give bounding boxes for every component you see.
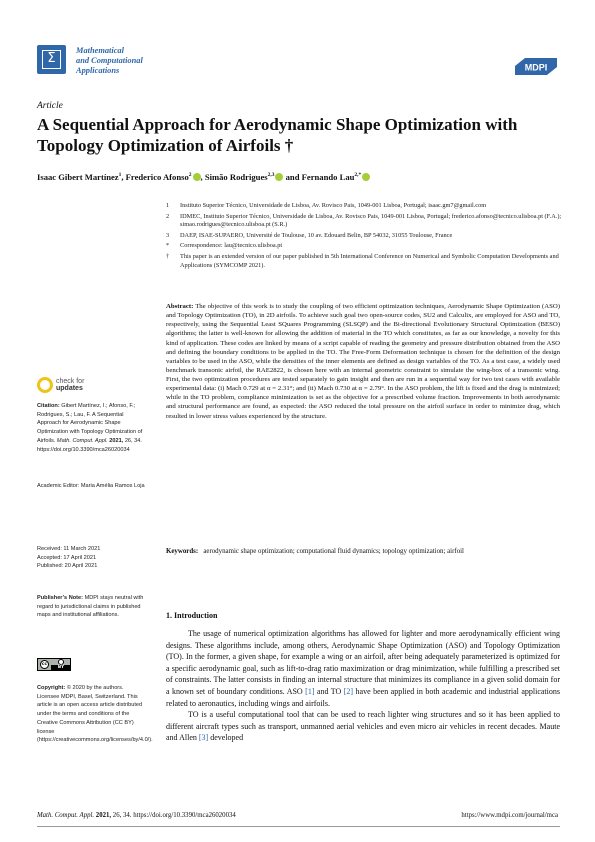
- journal-name-line-2: and Computational: [76, 56, 143, 65]
- abstract-text: The objective of this work is to study the coupling of two efficient optimization techniques, Aerodynamic Shape Optimization (ASO) and Topology Optimization (TO), in 2D airfoils. To achieve such goal two open-source codes, SU2 and Calculix, are employed for ASO and TO, respectively, using the Sequential Least SQuares Programming (SLSQP) and the Bi-directional Evolutionary Structural Optimization (BESO) algorithms; the latter is well-known for allowing the addition of material in the TO which constitutes, as far as our knowledge, a novelty for this kind of application. These codes are linked by means of a script capable of reading the geometry and pressure distribution obtained from the ASO and defining the boundary conditions to be applied in the TO. The Free-Form Deformation technique is chosen for the definition of the design variables to be used in the ASO, while the densities of the inner elements are defined as design variables of the TO. As a test case, a widely used benchmark transonic airfoil, the RAE2822, is chosen here with an internal geometric constraint to simulate the wing-box of a transonic wing. First, the two optimization procedures are tested separately to gain insight and then are run in a sequential way for two test cases with available experimental data: (i) Mach 0.729 at α = 2.31°; and (ii) Mach 0.730 at α = 2.79°. In the ASO problem, the lift is fixed and the drag is minimized; while in the TO problem, compliance minimization is set as the objective for a prescribed volume fraction. Improvements in both aerodynamic and structural performance are found, as expected: the ASO reduced the total pressure on the airfoil surface in order to minimize drag, which resulted in lower stress values experienced by the structure.: [166, 303, 560, 420]
- reference-link[interactable]: [1]: [305, 686, 315, 696]
- footer-journal: Math. Comput. Appl.: [37, 812, 95, 819]
- article-type: Article: [37, 101, 63, 111]
- check-updates-text: [56, 378, 84, 392]
- affiliation-item: [166, 202, 566, 211]
- citation-year: 2021,: [109, 437, 124, 444]
- citation-doi[interactable]: 26, 34. https://doi.org/10.3390/mca26020034: [37, 437, 142, 453]
- copyright-notice: [37, 684, 153, 745]
- mdpi-logo: [515, 58, 557, 75]
- accepted-date: Accepted: 17 April 2021: [37, 554, 97, 561]
- introduction-body: [166, 628, 560, 744]
- check-updates-line-2: updates: [56, 385, 83, 392]
- orcid-icon[interactable]: [362, 173, 370, 181]
- affiliation-text: DAEP, ISAE-SUPAERO, Université de Toulouse, 10 av. Edouard Belin, BP 54032, 31055 Toulouse, France: [180, 231, 453, 239]
- reference-link[interactable]: [2]: [343, 686, 354, 696]
- author-separator: ,: [121, 172, 126, 182]
- footer-citation: [37, 812, 236, 819]
- sigma-icon: Σ: [42, 50, 61, 69]
- author-affiliation-mark: 2: [188, 172, 192, 179]
- journal-logo: [37, 45, 66, 74]
- affiliation-item: [166, 213, 566, 231]
- abstract-label: Abstract:: [166, 303, 194, 310]
- author-name[interactable]: Fernando Lau: [301, 172, 355, 182]
- footer-year: 2021,: [95, 812, 112, 819]
- publisher-note-label: Publisher’s Note:: [37, 595, 84, 601]
- keywords-text: aerodynamic shape optimization; computational fluid dynamics; topology optimization; airfoil: [203, 548, 464, 555]
- citation-label: Citation:: [37, 403, 60, 409]
- publisher-note: [37, 594, 145, 620]
- affiliation-mark: †: [166, 252, 170, 260]
- affiliations: [166, 202, 566, 272]
- author-name[interactable]: Frederico Afonso: [125, 172, 189, 182]
- footer-doi[interactable]: 26, 34. https://doi.org/10.3390/mca26020034: [112, 812, 236, 819]
- mdpi-logo-text: MDPI: [524, 62, 548, 73]
- paragraph-text: developed: [208, 733, 244, 743]
- introduction-paragraph: [166, 628, 560, 709]
- journal-name: [76, 46, 186, 76]
- author-list: [37, 172, 370, 182]
- reference-link[interactable]: [3]: [198, 733, 209, 743]
- affiliation-text: This paper is an extended version of our paper published in 5th International Conference on Numerical and Symbolic Computation Developments and Applications (SYMCOMP 2021).: [180, 252, 559, 269]
- publication-dates: [37, 545, 145, 571]
- citation-text: Gibert Martínez, I.; Afonso, F.; Rodrigues, S.; Lau, F. A Sequential Approach for Aerodynamic Shape Optimization with Topology Optimization of Airfoils.: [37, 403, 143, 444]
- cc-by-license-icon[interactable]: [37, 658, 71, 671]
- citation-journal: Math. Comput. Appl.: [56, 437, 108, 444]
- paragraph-text: have been applied in both academic and industrial applications related to aeronautics, including wings and airfoils.: [166, 686, 560, 708]
- affiliation-item: [166, 253, 566, 271]
- check-for-updates-button[interactable]: [37, 377, 97, 397]
- affiliation-text: Instituto Superior Técnico, Universidade de Lisboa, Av. Rovisco Pais, 1049-001 Lisboa, Portugal; isaac.gm7@gmail.com: [180, 202, 487, 209]
- author-name[interactable]: Isaac Gibert Martínez: [37, 172, 119, 182]
- by-label: BY: [51, 665, 71, 671]
- affiliation-item: [166, 242, 566, 251]
- publisher-note-text: MDPI stays neutral with regard to jurisdictional claims in published maps and institutional affiliations.: [37, 595, 144, 619]
- author-affiliation-mark: 2,3: [267, 172, 275, 179]
- copyright-text: © 2020 by the authors. Licensee MDPI, Basel, Switzerland. This article is an open access article distributed under the terms and conditions of the Creative Commons Attribution (CC BY) license (https://creativecommons.org/licenses/by/4.0/).: [37, 685, 153, 744]
- author-affiliation-mark: 1: [118, 172, 122, 179]
- author-affiliation-mark: 2,*: [354, 172, 362, 179]
- affiliation-item: [166, 232, 566, 241]
- author-name[interactable]: Simão Rodrigues: [204, 172, 268, 182]
- paragraph-text: and TO: [314, 686, 344, 696]
- journal-name-line-3: Applications: [76, 66, 120, 75]
- affiliation-mark: 3: [166, 231, 170, 239]
- published-date: Published: 20 April 2021: [37, 563, 98, 570]
- paragraph-text: TO is a useful computational tool that can be used to reach lighter wing structures and so it has been applied to different aircraft types such as transport, unmanned aerial vehicles and even micro air vehicles in recent decades. Maute and Allen: [166, 710, 560, 743]
- keywords: [166, 547, 560, 557]
- affiliation-text: IDMEC, Instituto Superior Técnico, Universidade de Lisboa, Av. Rovisco Pais, 1049-001 Lisboa, Portugal; frederico.afonso@tecnico.ulisboa.pt (F.A.); simao.rodrigues@tecnico.ulisboa.pt (S.R.): [180, 212, 562, 229]
- orcid-icon[interactable]: [193, 173, 201, 181]
- check-updates-line-1: check for: [56, 378, 85, 385]
- paragraph-text: The usage of numerical optimization algorithms has allowed for lighter and more aerodynamically efficient wing designs. These algorithms include, among others, Aerodynamic Shape Optimization (ASO) and Topology Optimization (TO). In the former, a given shape, for example a wing or an airfoil, after being adequately parameterized is optimized for a specific aerodynamic goal, such as lift-to-drag ratio maximization or drag minimization, while fulfilling a prescribed set of constraints. The latter consists in finding an internal structure that minimizes its compliance in a given solid domain for a known set of boundary conditions. ASO: [166, 629, 560, 696]
- affiliation-text: Correspondence: lau@tecnico.ulisboa.pt: [180, 242, 283, 250]
- affiliation-mark: 1: [166, 202, 170, 209]
- received-date: Received: 11 March 2021: [37, 546, 101, 552]
- keywords-label: Keywords:: [166, 548, 199, 555]
- citation-block: [37, 402, 145, 454]
- affiliation-mark: 2: [166, 212, 170, 220]
- footer-journal-url[interactable]: https://www.mdpi.com/journal/mca: [461, 812, 558, 819]
- check-updates-icon: [37, 377, 53, 393]
- footer-divider: [37, 826, 560, 827]
- abstract: [166, 302, 560, 421]
- journal-name-line-1: Mathematical: [76, 46, 124, 55]
- author-separator: ,: [200, 172, 205, 182]
- academic-editor: Academic Editor: Maria Amélia Ramos Loja: [37, 483, 145, 489]
- author-separator: and: [283, 172, 302, 182]
- introduction-paragraph: [166, 709, 560, 744]
- cc-icon: cc: [41, 662, 48, 667]
- article-title: A Sequential Approach for Aerodynamic Shape Optimization with Topology Optimization of Airfoils †: [37, 115, 518, 155]
- affiliation-mark: *: [166, 242, 170, 250]
- section-heading-introduction: 1. Introduction: [166, 611, 218, 620]
- copyright-label: Copyright:: [37, 685, 66, 691]
